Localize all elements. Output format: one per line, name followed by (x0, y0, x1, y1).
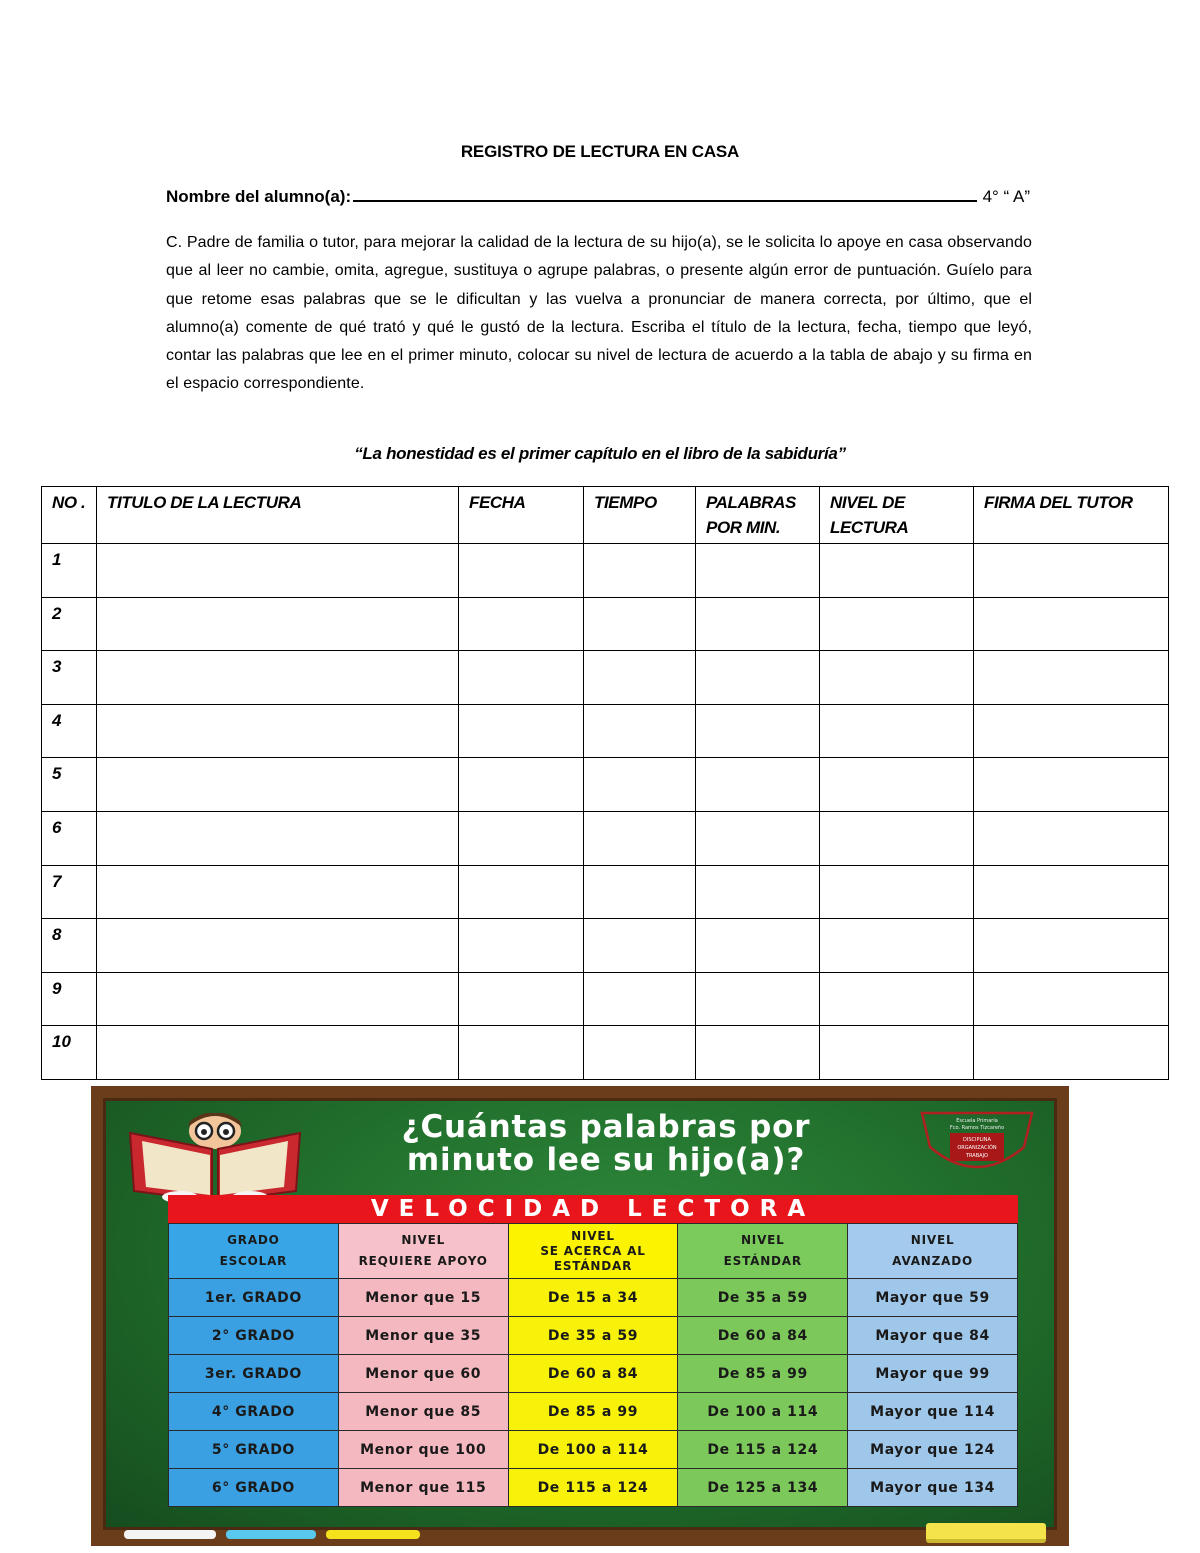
log-row-number: 9 (42, 972, 97, 1026)
log-row-number: 6 (42, 811, 97, 865)
speed-cell-approaching: De 85 a 99 (508, 1393, 678, 1431)
poster-title (361, 1111, 851, 1177)
speed-cell-needs-support: Menor que 60 (338, 1355, 508, 1393)
speed-header-row (169, 1224, 1018, 1279)
log-cell[interactable] (696, 544, 820, 598)
log-cell[interactable] (974, 1026, 1169, 1080)
log-cell[interactable] (696, 865, 820, 919)
speed-cell-grade: 6° GRADO (169, 1469, 339, 1507)
log-cell[interactable] (97, 704, 459, 758)
poster-title-line-2: minuto lee su hijo(a)? (406, 1142, 806, 1178)
speed-cell-grade: 3er. GRADO (169, 1355, 339, 1393)
log-cell[interactable] (584, 919, 696, 973)
seal-word-1: DISCIPLINA (963, 1137, 991, 1143)
log-cell[interactable] (820, 704, 974, 758)
reading-speed-poster (91, 1086, 1069, 1546)
eraser-icon (926, 1523, 1046, 1543)
log-cell[interactable] (584, 597, 696, 651)
log-row (42, 919, 1169, 973)
seal-word-2: ORGANIZACIÓN (957, 1145, 997, 1151)
log-cell[interactable] (459, 811, 584, 865)
log-cell[interactable] (97, 865, 459, 919)
log-row (42, 758, 1169, 812)
log-cell[interactable] (584, 811, 696, 865)
log-cell[interactable] (97, 758, 459, 812)
speed-header-standard-line-1: NIVEL (740, 1233, 785, 1247)
speed-banner: VELOCIDAD LECTORA (168, 1195, 1018, 1223)
log-cell[interactable] (459, 865, 584, 919)
log-cell[interactable] (459, 704, 584, 758)
seal-school-name: Escuela Primaria (956, 1118, 998, 1124)
log-row-number: 2 (42, 597, 97, 651)
log-cell[interactable] (459, 651, 584, 705)
log-cell[interactable] (97, 597, 459, 651)
school-seal-icon (916, 1107, 1038, 1179)
white-chalk-icon (124, 1530, 216, 1539)
log-cell[interactable] (696, 597, 820, 651)
grade-label: 4° “ A” (982, 187, 1030, 206)
student-name-field[interactable] (353, 188, 976, 202)
log-header-date: FECHA (459, 487, 584, 544)
speed-cell-needs-support: Menor que 35 (338, 1317, 508, 1355)
speed-header-grade (169, 1224, 339, 1279)
speed-cell-standard: De 100 a 114 (678, 1393, 848, 1431)
speed-row (169, 1431, 1018, 1469)
log-cell[interactable] (974, 758, 1169, 812)
log-cell[interactable] (820, 758, 974, 812)
speed-cell-grade: 1er. GRADO (169, 1279, 339, 1317)
log-row-number: 8 (42, 919, 97, 973)
speed-cell-grade: 5° GRADO (169, 1431, 339, 1469)
speed-cell-needs-support: Menor que 115 (338, 1469, 508, 1507)
log-row (42, 597, 1169, 651)
log-row-number: 10 (42, 1026, 97, 1080)
log-cell[interactable] (584, 544, 696, 598)
speed-cell-standard: De 115 a 124 (678, 1431, 848, 1469)
log-cell[interactable] (97, 1026, 459, 1080)
log-cell[interactable] (820, 651, 974, 705)
speed-row (169, 1355, 1018, 1393)
yellow-chalk-icon (326, 1530, 420, 1539)
log-cell[interactable] (459, 1026, 584, 1080)
seal-school-subname: Fco. Ramos Tizcareño (949, 1125, 1005, 1131)
log-cell[interactable] (974, 651, 1169, 705)
speed-cell-needs-support: Menor que 15 (338, 1279, 508, 1317)
log-cell[interactable] (584, 704, 696, 758)
log-cell[interactable] (974, 972, 1169, 1026)
speed-header-advanced-line-1: NIVEL (910, 1233, 955, 1247)
log-row-number: 7 (42, 865, 97, 919)
log-cell[interactable] (97, 972, 459, 1026)
log-cell[interactable] (820, 811, 974, 865)
speed-cell-approaching: De 115 a 124 (508, 1469, 678, 1507)
speed-header-standard (678, 1224, 848, 1279)
seal-word-3: TRABAJO (965, 1153, 989, 1159)
log-cell[interactable] (696, 1026, 820, 1080)
log-cell[interactable] (459, 919, 584, 973)
log-header-title: TITULO DE LA LECTURA (97, 487, 459, 544)
reading-child-illustration (120, 1113, 305, 1203)
speed-header-grade-line-2: ESCOLAR (219, 1254, 288, 1268)
log-cell[interactable] (97, 544, 459, 598)
log-cell[interactable] (584, 972, 696, 1026)
log-row (42, 865, 1169, 919)
speed-header-advanced (848, 1224, 1018, 1279)
speed-cell-advanced: Mayor que 124 (848, 1431, 1018, 1469)
speed-header-approaching-line-1: NIVEL (571, 1228, 615, 1243)
speed-cell-advanced: Mayor que 59 (848, 1279, 1018, 1317)
speed-row (169, 1393, 1018, 1431)
blue-chalk-icon (226, 1530, 316, 1539)
log-header-no: NO . (42, 487, 97, 544)
log-cell[interactable] (97, 651, 459, 705)
speed-cell-approaching: De 100 a 114 (508, 1431, 678, 1469)
log-row-number: 1 (42, 544, 97, 598)
log-cell[interactable] (974, 544, 1169, 598)
speed-header-needs-support (338, 1224, 508, 1279)
log-cell[interactable] (584, 1026, 696, 1080)
speed-row (169, 1469, 1018, 1507)
reading-log-table (41, 486, 1169, 1080)
speed-cell-grade: 2° GRADO (169, 1317, 339, 1355)
speed-cell-advanced: Mayor que 114 (848, 1393, 1018, 1431)
speed-cell-standard: De 60 a 84 (678, 1317, 848, 1355)
speed-cell-approaching: De 15 a 34 (508, 1279, 678, 1317)
log-row (42, 811, 1169, 865)
log-row-number: 3 (42, 651, 97, 705)
log-header-time: TIEMPO (584, 487, 696, 544)
reading-speed-table (168, 1223, 1018, 1507)
log-row (42, 1026, 1169, 1080)
speed-cell-standard: De 125 a 134 (678, 1469, 848, 1507)
log-row (42, 651, 1169, 705)
log-cell[interactable] (820, 544, 974, 598)
log-row-number: 4 (42, 704, 97, 758)
speed-row (169, 1317, 1018, 1355)
speed-header-approaching (508, 1224, 678, 1279)
log-cell[interactable] (974, 865, 1169, 919)
speed-header-grade-line-1: GRADO (227, 1233, 280, 1247)
log-cell[interactable] (459, 758, 584, 812)
speed-cell-standard: De 85 a 99 (678, 1355, 848, 1393)
poster-title-line-1: ¿Cuántas palabras por (401, 1109, 811, 1145)
speed-cell-needs-support: Menor que 85 (338, 1393, 508, 1431)
log-row (42, 544, 1169, 598)
log-cell[interactable] (974, 597, 1169, 651)
document-title: REGISTRO DE LECTURA EN CASA (460, 142, 740, 161)
speed-cell-advanced: Mayor que 134 (848, 1469, 1018, 1507)
log-row (42, 704, 1169, 758)
log-cell[interactable] (584, 865, 696, 919)
log-cell[interactable] (459, 597, 584, 651)
speed-cell-approaching: De 35 a 59 (508, 1317, 678, 1355)
log-cell[interactable] (820, 597, 974, 651)
speed-cell-standard: De 35 a 59 (678, 1279, 848, 1317)
log-row (42, 972, 1169, 1026)
log-cell[interactable] (696, 704, 820, 758)
speed-header-advanced-line-2: AVANZADO (892, 1254, 973, 1268)
log-cell[interactable] (459, 544, 584, 598)
log-cell[interactable] (820, 972, 974, 1026)
student-name-label: Nombre del alumno(a): (166, 187, 352, 206)
log-header-signature: FIRMA DEL TUTOR (974, 487, 1169, 544)
log-cell[interactable] (584, 758, 696, 812)
speed-row (169, 1279, 1018, 1317)
speed-cell-grade: 4° GRADO (169, 1393, 339, 1431)
log-cell[interactable] (459, 972, 584, 1026)
speed-header-approaching-line-2: SE ACERCA AL ESTÁNDAR (540, 1243, 646, 1273)
motto-quote: “La honestidad es el primer capítulo en el libro de la sabiduría” (354, 444, 846, 463)
log-cell[interactable] (820, 919, 974, 973)
log-cell[interactable] (974, 919, 1169, 973)
log-row-number: 5 (42, 758, 97, 812)
log-cell[interactable] (974, 704, 1169, 758)
log-cell[interactable] (696, 758, 820, 812)
instructions-paragraph: C. Padre de familia o tutor, para mejorar la calidad de la lectura de su hijo(a), se le solicita lo apoye en casa observando que al leer no cambie, omita, agregue, sustituya o agrupe palabras, o presente algún error de puntuación. Guíelo para que retome esas palabras que se le dificultan y las vuelva a pronunciar de manera correcta, por último, que el alumno(a) comente de qué trató y qué le gustó de la lectura. Escriba el título de la lectura, fecha, tiempo que leyó, contar las palabras que lee en el primer minuto, colocar su nivel de lectura de acuerdo a la tabla de abajo y su firma en el espacio correspondiente. (166, 234, 1032, 393)
student-name-line (166, 187, 1030, 207)
speed-header-needs-support-line-1: NIVEL (401, 1233, 446, 1247)
log-cell[interactable] (97, 919, 459, 973)
log-header-row (42, 487, 1169, 544)
log-header-wpm: PALABRAS POR MIN. (696, 487, 820, 544)
log-cell[interactable] (97, 811, 459, 865)
speed-cell-needs-support: Menor que 100 (338, 1431, 508, 1469)
speed-cell-advanced: Mayor que 99 (848, 1355, 1018, 1393)
log-header-level: NIVEL DE LECTURA (820, 487, 974, 544)
speed-header-needs-support-line-2: REQUIERE APOYO (358, 1254, 488, 1268)
log-cell[interactable] (696, 919, 820, 973)
log-cell[interactable] (696, 972, 820, 1026)
chalkboard (103, 1098, 1057, 1530)
speed-cell-advanced: Mayor que 84 (848, 1317, 1018, 1355)
log-cell[interactable] (696, 651, 820, 705)
log-cell[interactable] (584, 651, 696, 705)
speed-cell-approaching: De 60 a 84 (508, 1355, 678, 1393)
log-cell[interactable] (820, 1026, 974, 1080)
log-cell[interactable] (974, 811, 1169, 865)
log-cell[interactable] (696, 811, 820, 865)
log-cell[interactable] (820, 865, 974, 919)
speed-header-standard-line-2: ESTÁNDAR (723, 1254, 802, 1268)
